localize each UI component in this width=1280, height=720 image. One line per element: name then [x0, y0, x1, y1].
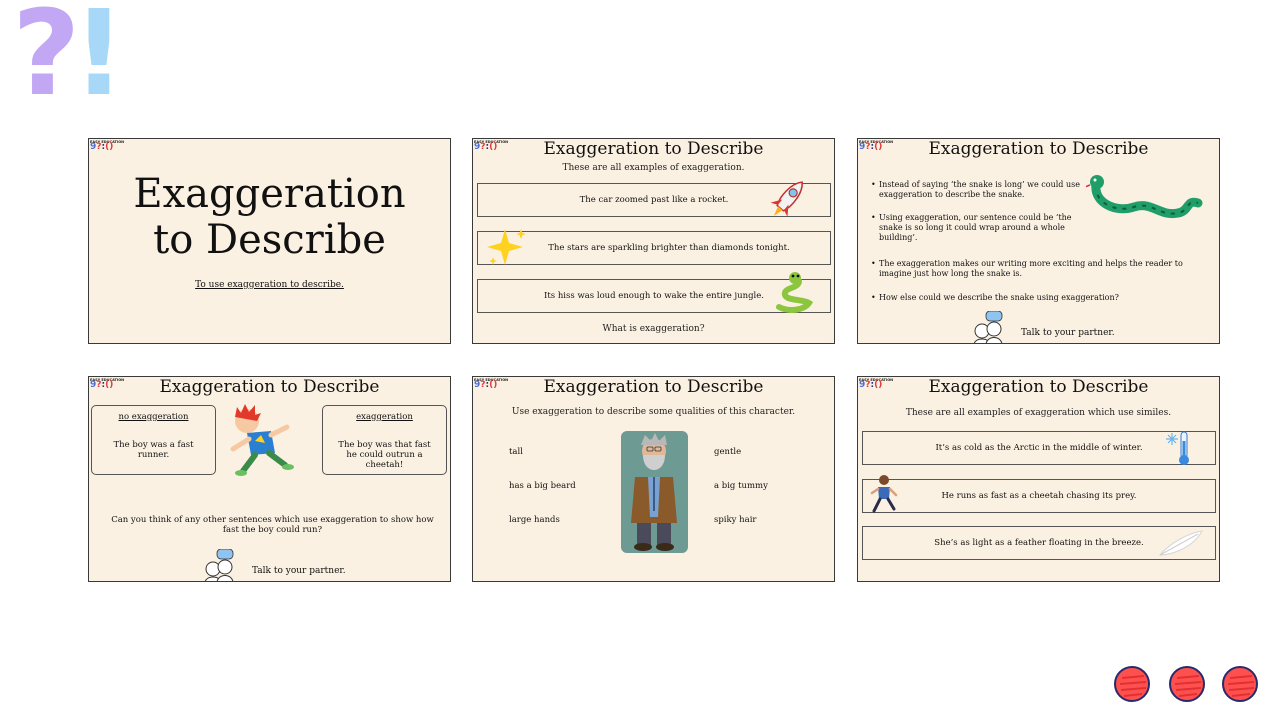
sparkle-icon	[485, 225, 529, 269]
footer-mark: ·	[445, 576, 446, 580]
example-text: He runs as fast as a cheetah chasing its prey.	[941, 491, 1137, 501]
snake-icon	[1086, 173, 1208, 233]
slide-thumbnail-2[interactable]	[472, 138, 835, 344]
slide-title: Exaggeration to Describe	[159, 377, 380, 397]
thermometer-icon	[1166, 429, 1194, 467]
example-box	[862, 479, 1216, 513]
footer-mark: ·	[1214, 338, 1215, 342]
nav-dot-1[interactable]	[1114, 666, 1150, 702]
example-text: She’s as light as a feather floating in the breeze.	[934, 538, 1144, 548]
slide-intro: These are all examples of exaggeration which use similes.	[905, 408, 1172, 418]
slide-intro: These are all examples of exaggeration.	[562, 163, 745, 173]
example-text: It’s as cold as the Arctic in the middle of winter.	[935, 443, 1143, 453]
slide-title: Exaggeration to Describe	[133, 171, 406, 263]
brand-logo: EASY EDUCATION 9?:()	[90, 140, 125, 152]
slide-thumbnail-4[interactable]	[88, 376, 451, 582]
slide-thumbnail-3[interactable]	[857, 138, 1220, 344]
question-mark-decoration: ?	[12, 0, 81, 122]
slide-question: What is exaggeration?	[602, 324, 705, 334]
character-picture	[621, 431, 688, 553]
slide-title: Exaggeration to Describe	[928, 139, 1149, 159]
talk-partner-icon	[970, 311, 1008, 344]
no-exaggeration-card	[91, 405, 216, 475]
running-boy-icon	[225, 401, 301, 477]
slide-question: Can you think of any other sentences which use exaggeration to show how fast the boy could run?	[111, 515, 434, 535]
bullet-point: • Instead of saying ‘the snake is long’ we could use exaggeration to describe the snake.	[879, 180, 1084, 200]
exaggeration-card	[322, 405, 447, 475]
feather-icon	[1156, 525, 1206, 561]
footer-mark: ·	[829, 576, 830, 580]
brand-logo: EASY EDUCATION 9?:()	[859, 378, 894, 390]
example-box	[477, 231, 831, 265]
card-text: The boy was a fast runner.	[113, 440, 194, 460]
quality-word: has a big beard	[509, 481, 576, 491]
slide-thumbnail-5[interactable]	[472, 376, 835, 582]
talk-partner-text: Talk to your partner.	[1021, 328, 1115, 338]
card-heading: exaggeration	[356, 412, 413, 422]
talk-partner-icon	[201, 549, 239, 582]
example-box	[862, 431, 1216, 465]
talk-partner-text: Talk to your partner.	[252, 566, 346, 576]
quality-word: gentle	[714, 447, 742, 457]
footer-mark: ·	[829, 338, 830, 342]
slide-intro: Use exaggeration to describe some qualities of this character.	[511, 407, 796, 417]
footer-mark: ·	[1214, 576, 1215, 580]
quality-word: tall	[509, 447, 523, 457]
rocket-icon	[765, 175, 811, 223]
card-text: The boy was that fast he could outrun a cheetah!	[338, 440, 431, 470]
footer-mark: ·	[445, 338, 446, 342]
slide-title: Exaggeration to Describe	[928, 377, 1149, 397]
quality-word: spiky hair	[714, 515, 757, 525]
snake-icon	[773, 271, 817, 313]
slide-objective: To use exaggeration to describe.	[195, 280, 344, 290]
slide-thumbnail-6[interactable]	[857, 376, 1220, 582]
brand-logo: EASY EDUCATION 9?:()	[859, 140, 894, 152]
brand-logo: EASY EDUCATION 9?:()	[474, 378, 509, 390]
example-text: The car zoomed past like a rocket.	[579, 195, 729, 205]
slide-title: Exaggeration to Describe	[543, 139, 764, 159]
exclamation-mark-decoration: !	[72, 0, 126, 122]
example-text: The stars are sparkling brighter than diamonds tonight.	[548, 243, 790, 253]
quality-word: a big tummy	[714, 481, 768, 491]
slide-thumbnail-1[interactable]	[88, 138, 451, 344]
nav-dot-2[interactable]	[1169, 666, 1205, 702]
brand-logo: EASY EDUCATION 9?:()	[90, 378, 125, 390]
quality-word: large hands	[509, 515, 560, 525]
bullet-point: • How else could we describe the snake using exaggeration?	[879, 293, 1189, 303]
bullet-point: • Using exaggeration, our sentence could be ‘the snake is so long it could wrap around a whole building’.	[879, 213, 1079, 243]
runner-icon	[870, 473, 898, 515]
card-heading: no exaggeration	[118, 412, 189, 422]
bullet-point: • The exaggeration makes our writing more exciting and helps the reader to imagine just how long the snake is.	[879, 259, 1189, 279]
brand-logo: EASY EDUCATION 9?:()	[474, 140, 509, 152]
slide-title: Exaggeration to Describe	[543, 377, 764, 397]
nav-dot-3[interactable]	[1222, 666, 1258, 702]
example-text: Its hiss was loud enough to wake the entire jungle.	[543, 291, 765, 301]
